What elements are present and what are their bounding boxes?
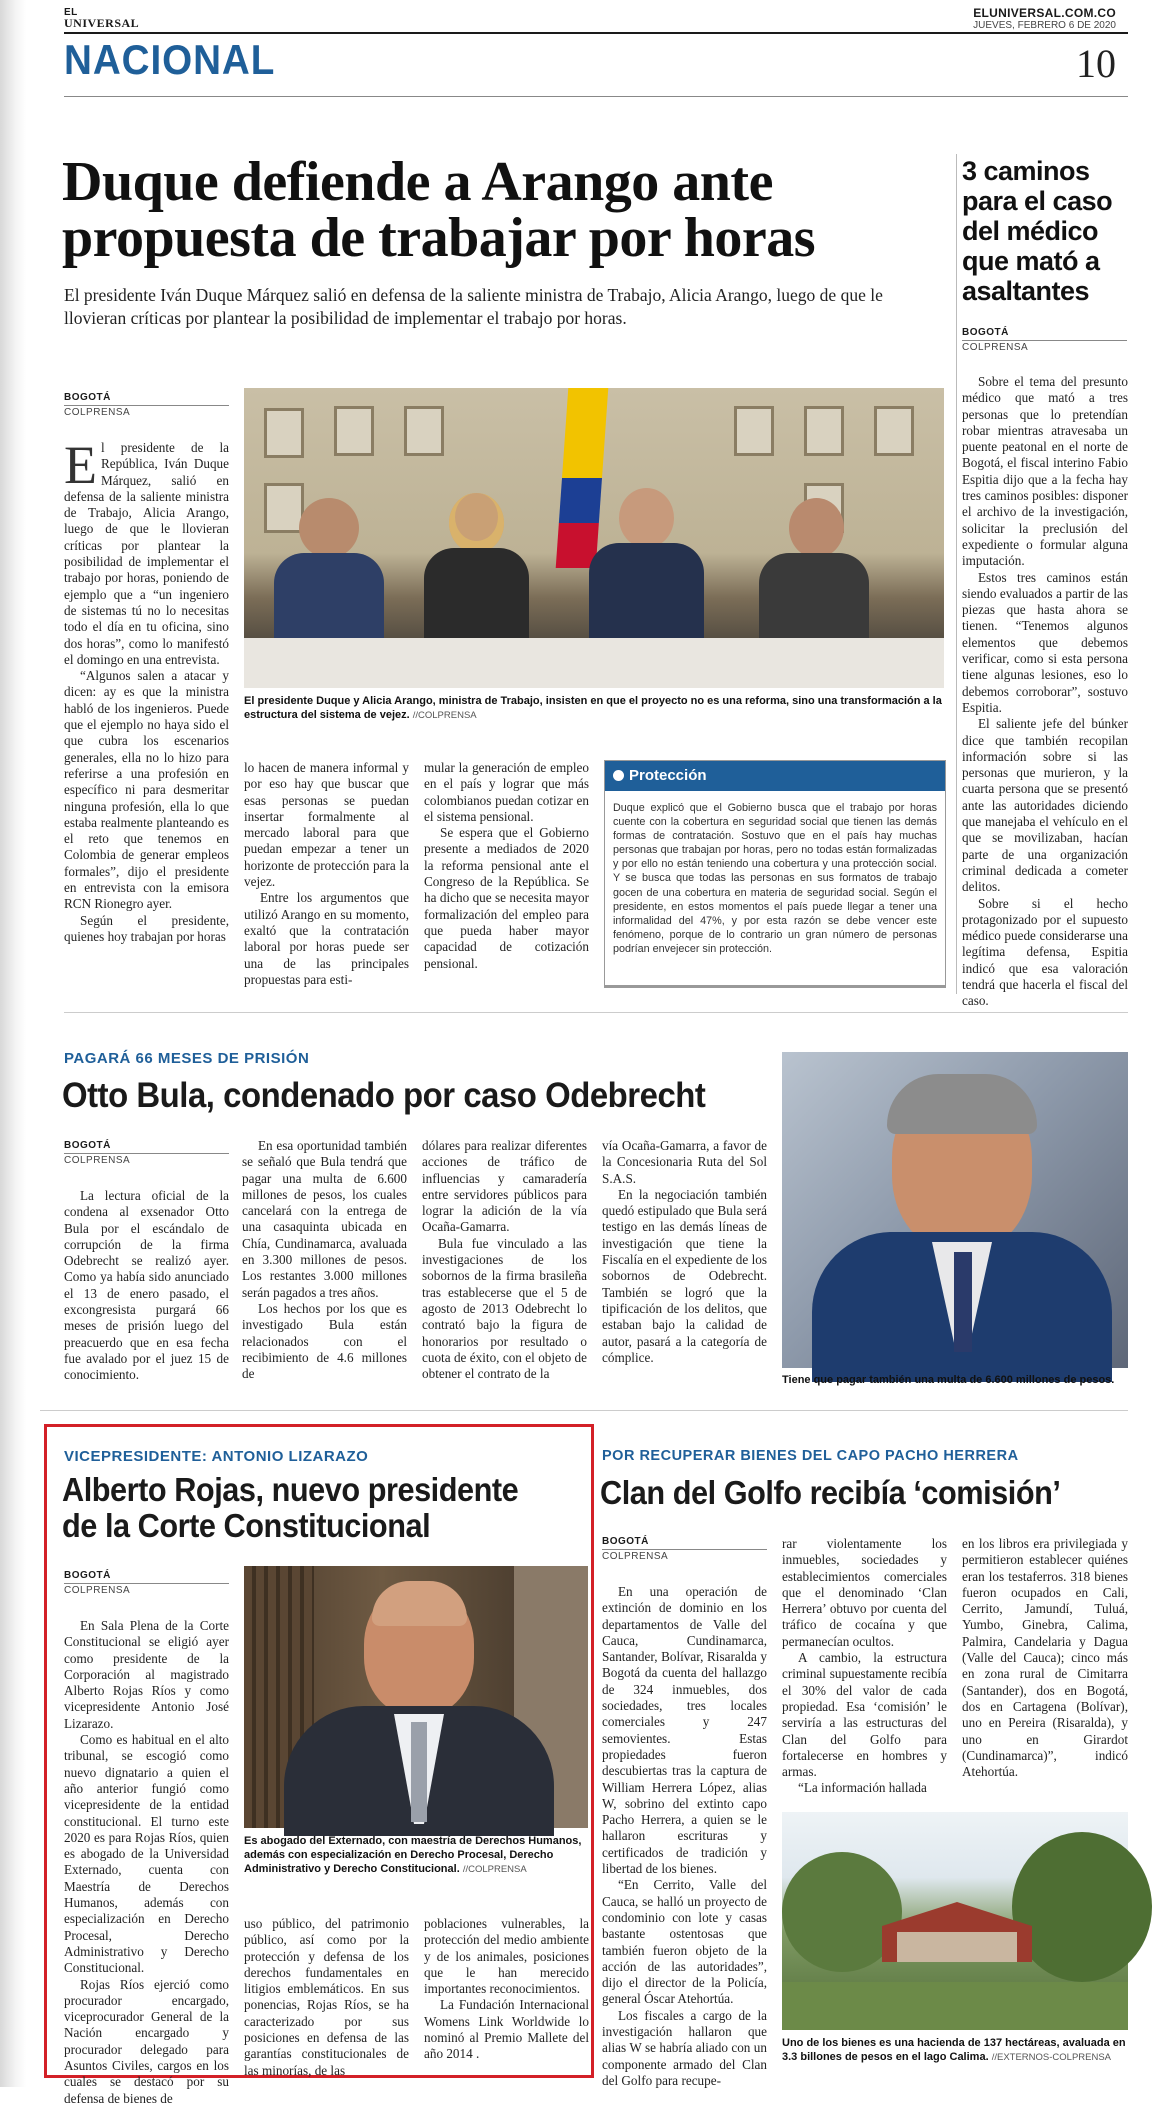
lead-col1-p1: l presidente de la República, Iván Duque Márquez, salió en defensa de la saliente ministra de Trabajo, Alicia Arango, luego de que le llovieran críticas por plantear la posibilidad de implementar el trabajo por horas, poniendo de ejemplo que a “un ingeniero de sistemas tú no lo necesitas todo el día en tu oficina, sino dos horas”, como lo manifestó el domingo en una entrevista. bbox=[64, 440, 229, 667]
rojas-col3-p1: poblaciones vulnerables, la protección del medio ambiente y de los animales, posiciones que le han merecido importantes reconocimientos. bbox=[424, 1916, 589, 1997]
clan-kicker: POR RECUPERAR BIENES DEL CAPO PACHO HERRERA bbox=[602, 1448, 1019, 1464]
side-city: BOGOTÁ bbox=[962, 327, 1009, 338]
dropcap: E bbox=[64, 435, 97, 495]
header-meta bbox=[973, 6, 1116, 31]
bula-headline[interactable]: Otto Bula, condenado por caso Odebrecht bbox=[62, 1076, 706, 1115]
lead-col1-p3: Según el presidente, quienes hoy trabajan por horas bbox=[64, 912, 229, 944]
lead-caption bbox=[244, 694, 944, 723]
site-name[interactable]: ELUNIVERSAL.COM.CO bbox=[973, 6, 1116, 20]
clan-col2-p3: “La información hallada bbox=[798, 1780, 927, 1796]
rojas-col1-p3: Rojas Ríos ejerció como procurador encargado, viceprocurador General de la Nación encargado y procurador delegado para Asuntos Civiles, cargos en los cuales se destacó por su defensa de bienes de bbox=[64, 1976, 229, 2106]
rojas-headline[interactable]: Alberto Rojas, nuevo presidente de la Corte Constitucional bbox=[62, 1471, 519, 1544]
lead-photo[interactable] bbox=[244, 388, 944, 688]
clan-agency: COLPRENSA bbox=[602, 1549, 767, 1562]
clan-col-1 bbox=[602, 1584, 767, 2089]
clan-col1-p1: En una operación de extinción de dominio en los departamentos de Valle del Cauca, Cundinamarca, Santander, Bolívar, Risaralda y Bogotá da cuenta del hallazgo de 324 inmuebles, dos sociedades, tres locales comerciales y 247 semovientes. Estas propiedades fueron descubiertas tras la captura de William Herrera López, alias W, sobrino del extinto capo Pacho Herrera, a quien se le hallaron escrituras y certificados de tradición y libertad de los bienes. bbox=[602, 1584, 767, 1877]
separator-1 bbox=[64, 1012, 1128, 1013]
lead-byline bbox=[64, 392, 229, 418]
lead-col3-p2: Se espera que el Gobierno presente a mediados de 2020 la reforma pensional ante el Congreso de la República. Se ha dicho que se necesita mayor formalización del empleo para que pueda haber mayor capacidad de cotización pensional. bbox=[424, 825, 589, 971]
proteccion-box-text: Duque explicó que el Gobierno busca que el trabajo por horas cuente con la cobertura en seguridad social que tienen las demás formas de contratación. Sostuvo que en el país hay muchas personas que trabajan por horas, pero no todas están formalizadas y por ello no están teniendo una cobertura y una protección social. Y se busca que todas las personas en sus formatos de trabajo gocen de una cobertura en materia de seguridad social. Según el presidente, en estos momentos el país puede llegar a tener una informalidad del 47%, y por esta razón se debe vencer este fenómeno, porque de lo contrario un gran número de personas podrían envejecer sin protección. bbox=[613, 802, 937, 955]
clan-col1-p3: Los fiscales a cargo de la investigación hallaron que alias W se habría aliado con un componente armado del Clan del Golfo para recupe- bbox=[602, 2007, 767, 2088]
rojas-col-1 bbox=[64, 1618, 229, 2107]
logo bbox=[64, 8, 139, 28]
page-edge-shadow bbox=[0, 0, 26, 2087]
rojas-col2-p1: uso público, del patrimonio público, así como por la protección y defensa de los derechos fundamentales en litigios emblemáticos. En sus ponencias, Rojas Ríos, se ha caracterizado por sus posiciones en defensa de las garantías constitucionales de las minorías, de las bbox=[244, 1916, 409, 2078]
bula-col-3 bbox=[422, 1138, 587, 1382]
clan-headline[interactable]: Clan del Golfo recibía ‘comisión’ bbox=[600, 1474, 1061, 1511]
rojas-col1-p2: Como es habitual en el alto tribunal, se escogió como nuevo dignatario a quien el año anterior fungió como vicepresidente de la entidad constitucional. El turno este 2020 es para Rojas Ríos, quien es abogado de la Universidad Externado, cuenta con Maestría de Derechos Humanos, además con especialización en Derecho Procesal, Derecho Administrativo y Derecho Constitucional. bbox=[64, 1732, 229, 1976]
logo-bottom: UNIVERSAL bbox=[64, 16, 140, 30]
bula-byline bbox=[64, 1140, 229, 1166]
clan-col2-p1: rar violentamente los inmuebles, sociedades y establecimientos comerciales que el denominado ‘Clan Herrera’ obtuvo por cuenta del tráfico de cocaína y que permanecían ocultos. bbox=[782, 1536, 947, 1649]
lead-caption-credit: //COLPRENSA bbox=[412, 710, 477, 721]
clan-byline bbox=[602, 1536, 767, 1562]
separator-2 bbox=[40, 1410, 1128, 1411]
bula-city: BOGOTÁ bbox=[64, 1140, 111, 1151]
rojas-caption-text: Es abogado del Externado, con maestría de Derechos Humanos, además con especialización en Derecho Procesal, Derecho Administrativo y Derecho Constitucional. bbox=[244, 1835, 582, 1875]
lead-col-1 bbox=[64, 435, 229, 945]
bula-col-1 bbox=[64, 1188, 229, 1384]
header-rule bbox=[64, 32, 1128, 34]
rojas-caption-credit: //COLPRENSA bbox=[462, 1864, 527, 1875]
bullet-icon bbox=[613, 770, 624, 781]
hacienda-photo[interactable] bbox=[782, 1812, 1128, 2030]
lead-col3-p1: mular la generación de empleo en el país y lograr que más colombianos puedan cotizar en el sistema pensional. bbox=[424, 760, 589, 824]
rojas-caption bbox=[244, 1834, 588, 1877]
rojas-agency: COLPRENSA bbox=[64, 1583, 229, 1596]
side-p3: El saliente jefe del búnker dice que también recopilan información sobre si las personas que murieron, y la cuarta persona que se presentó ante las autoridades diciendo que manejaba el vehículo en el que se movilizaban, hacían parte de una organización criminal dedicada a cometer delitos. bbox=[962, 716, 1128, 895]
side-body bbox=[962, 374, 1128, 1010]
clan-col-2 bbox=[782, 1536, 947, 1797]
rojas-col3-p2: La Fundación Internacional Womens Link Worldwide lo nominó al Premio Mallete del año 2014 . bbox=[424, 1997, 589, 2062]
lead-dek: El presidente Iván Duque Márquez salió en defensa de la saliente ministra de Trabajo, Alicia Arango, luego de que le llovieran críticas por plantear la posibilidad de implementar el trabajo por horas. bbox=[64, 285, 883, 328]
clan-col1-p2: “En Cerrito, Valle del Cauca, se halló un proyecto de condominio con lote y casas bastante ostentosas que también fueron objeto de la acción de las autoridades”, dijo el director de la Policía, general Óscar Atehortúa. bbox=[602, 1877, 767, 2007]
side-byline bbox=[962, 327, 1127, 353]
clan-caption-credit: //EXTERNOS-COLPRENSA bbox=[991, 2052, 1112, 2063]
bula-col4-p2: En la negociación también quedó estipulado que Bula será testigo en las demás líneas de investigación que tiene la Fiscalía en el expediente de los sobornos de Odebrecht. También se logró que la tipificación de los delitos, que estaban bajo la calidad de autor, pasará a la categoría de cómplice. bbox=[602, 1186, 767, 1365]
rojas-photo[interactable] bbox=[244, 1566, 588, 1828]
lead-caption-text: El presidente Duque y Alicia Arango, ministra de Trabajo, insisten en que el proyecto no es una reforma, sino una transformación a la estructura del sistema de vejez. bbox=[244, 695, 942, 721]
lead-col2-p2: Entre los argumentos que utilizó Arango en su momento, exaltó que la contratación laboral por horas puede ser una de las principales propuestas para esti- bbox=[244, 890, 409, 987]
page-number: 10 bbox=[1076, 41, 1116, 86]
side-p2: Estos tres caminos están siendo evaluados a partir de las piezas que hasta ahora se tienen. “Tenemos algunos elementos que debemos verificar, como si esta persona tiene algunas lesiones, eso lo debemos corroborar”, sostuvo Espitia. bbox=[962, 569, 1128, 715]
proteccion-box-header bbox=[605, 761, 945, 791]
section-rule bbox=[64, 96, 1128, 97]
bula-col1-p1: La lectura oficial de la condena al exsenador Otto Bula por el escándalo de corrupción de la firma Odebrecht se realizó ayer. Como ya había sido anunciado el 13 de enero pasado, el excongresista purgará 66 meses de prisión luego del preacuerdo que en esa fecha fue avalado por el juez 15 de conocimiento. bbox=[64, 1188, 229, 1383]
bula-col2-p1: En esa oportunidad también se señaló que Bula tendrá que pagar una multa de 6.600 millones de pesos, los cuales cancelará con la entrega de una casaquinta ubicada en Chía, Cundinamarca, avaluada en 3.300 millones de pesos. Los restantes 3.000 millones serán pagados a tres años. bbox=[242, 1138, 407, 1300]
clan-col3-p1: en los libros era privilegiada y permitieron establecer quiénes eran los testaferros. 318 bienes fueron ocupados en Cali, Cerrito, Jamundí, Tuluá, Yumbo, Ginebra, Calima, Palmira, Candelaria y Dagua (Valle del Cauca); cinco más en zona rural de Cimitarra (Santander), dos en Bogotá, dos en Cartagena (Bolívar), uno en Pereira (Risaralda), y uno en Girardot (Cundinamarca)”, indicó Atehortúa. bbox=[962, 1536, 1128, 1780]
lead-col2-p1: lo hacen de manera informal y por eso hay que buscar que esas personas se puedan insertar formalmente al mercado laboral para que puedan empezar a tener un horizonte de protección para la vejez. bbox=[244, 760, 409, 890]
clan-col2-p2: A cambio, la estructura criminal supuestamente recibía el 30% del valor de cada propiedad. Esa ‘comisión’ le serviría a las estructuras del Clan del Golfo para fortalecerse en hombres y armas. bbox=[782, 1650, 947, 1780]
rojas-col-3 bbox=[424, 1916, 589, 2063]
rojas-byline bbox=[64, 1570, 229, 1596]
lead-col-3 bbox=[424, 760, 589, 972]
side-agency: COLPRENSA bbox=[962, 340, 1127, 353]
side-divider bbox=[956, 154, 957, 994]
lead-col-2 bbox=[244, 760, 409, 988]
clan-caption-text: Uno de los bienes es una hacienda de 137 hectáreas, avaluada en 3.3 billones de pesos en el lago Calima. bbox=[782, 2037, 1126, 2063]
lead-agency: COLPRENSA bbox=[64, 405, 229, 418]
lead-headline[interactable]: Duque defiende a Arango ante propuesta de trabajar por horas bbox=[62, 151, 815, 269]
section-title: NACIONAL bbox=[64, 36, 276, 83]
clan-col-3 bbox=[962, 1536, 1128, 1780]
bula-caption: Tiene que pagar también una multa de 6.600 millones de pesos. bbox=[782, 1374, 1115, 1386]
proteccion-box-title: Protección bbox=[629, 767, 707, 784]
bula-col3-p2: Bula fue vinculado a las investigaciones de los sobornos de la firma brasileña tras establecerse que el 5 de agosto de 2013 Odebrecht lo contrató bajo la figura de honorarios por resultado o cuota de éxito, con el objeto de obtener el contrato de la bbox=[422, 1235, 587, 1382]
bula-agency: COLPRENSA bbox=[64, 1153, 229, 1166]
side-p1: Sobre el tema del presunto médico que mató a tres personas que lo pretendían robar mientras atravesaba un puente peatonal en el norte de Bogotá, el fiscal interino Fabio Espitia dijo que a la fecha hay tres caminos posibles: disponer el archivo de la investigación, solicitar la preclusión del expediente o formular alguna imputación. bbox=[962, 374, 1128, 569]
rojas-city: BOGOTÁ bbox=[64, 1570, 111, 1581]
bula-col-4 bbox=[602, 1138, 767, 1366]
side-p4: Sobre si el hecho protagonizado por el supuesto médico puede considerarse una legítima defensa, Espitia indicó que esa valoración tendrá que hacerla el fiscal del caso. bbox=[962, 895, 1128, 1009]
bula-col4-p1: vía Ocaña-Gamarra, a favor de la Concesionaria Ruta del Sol S.A.S. bbox=[602, 1138, 767, 1186]
lead-col1-p2: “Algunos salen a atacar y dicen: ay es que la ministra habló de los ingenieros. Puede que el ejemplo no haya sido el que cubra los escenarios generales, ella no lo hizo para referirse a una profesión en específico ni para desmeritar ninguna profesión, ella lo que estaba realmente planteando es el reto que tenemos en Colombia de generar empleos formales”, dijo el presidente en entrevista con la emisora RCN Rionegro ayer. bbox=[64, 668, 229, 912]
rojas-col1-p1: En Sala Plena de la Corte Constitucional se eligió ayer como presidente de la Corporación al magistrado Alberto Rojas Ríos y como vicepresidente Antonio José Lizarazo. bbox=[64, 1618, 229, 1731]
bula-photo[interactable] bbox=[782, 1052, 1128, 1368]
rojas-col-2 bbox=[244, 1916, 409, 2079]
rojas-kicker: VICEPRESIDENTE: ANTONIO LIZARAZO bbox=[64, 1448, 369, 1465]
side-headline[interactable]: 3 caminos para el caso del médico que mató a asaltantes bbox=[962, 156, 1113, 306]
bula-col-2 bbox=[242, 1138, 407, 1382]
issue-date: JUEVES, FEBRERO 6 DE 2020 bbox=[973, 20, 1116, 31]
bula-col2-p2: Los hechos por los que es investigado Bula están relacionados con el recibimiento de 4.6 millones de bbox=[242, 1300, 407, 1382]
clan-caption bbox=[782, 2036, 1128, 2065]
logo-top: EL bbox=[64, 7, 78, 18]
bula-kicker: PAGARÁ 66 MESES DE PRISIÓN bbox=[64, 1050, 310, 1067]
bula-col3-p1: dólares para realizar diferentes acciones de tráfico de influencias y camaradería entre servidores públicos para lograr la adición de la vía Ocaña-Gamarra. bbox=[422, 1138, 587, 1235]
clan-city: BOGOTÁ bbox=[602, 1536, 649, 1547]
lead-city: BOGOTÁ bbox=[64, 392, 111, 403]
proteccion-box bbox=[604, 760, 946, 988]
